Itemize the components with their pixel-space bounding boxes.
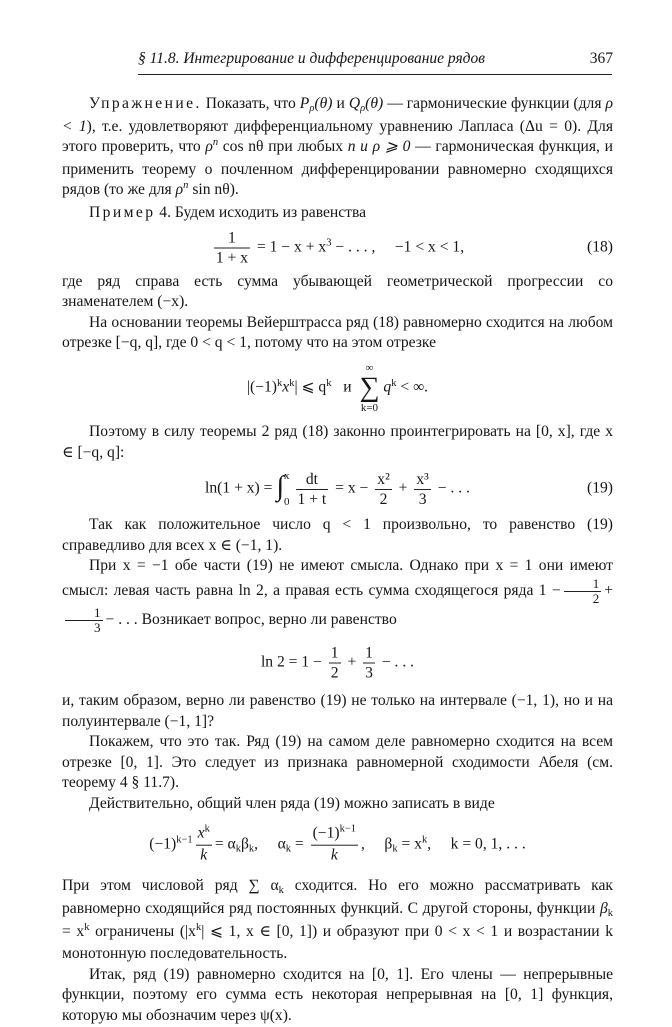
text-paragraph: Действительно, общий член ряда (19) можно записать в виде xyxy=(89,794,495,812)
equation-18: $\frac{1}{1 + x}$ = $1 - x + x^3$ − . . . , −1 < x < 1, (18) xyxy=(215,229,613,267)
text-paragraph: Поэтому в силу теоремы 2 ряд (18) законно проинтегрировать на [0, x], где x ∈ [−q, q]: xyxy=(62,422,613,461)
text-paragraph: Покажем, что это так. Ряд (19) на самом деле равномерно сходится на всем отрезке [0, 1]. Это следует из признака равномерной сходимости Абеля (см. теорему 4 § 11.7). xyxy=(62,733,613,792)
equation-ln2: ln 2 = 1 − $\frac{1}{2}$ + $\frac{1}{3}$ − . . . xyxy=(260,644,415,682)
equation-abel: $(-1)^{k-1}$ $\frac{x^k}{k} = \alpha_k\beta_k$, $\alpha_k$ = $\frac{(-1)^{k-1}}{k}$ , $\beta_k = x^k$, k = 0, 1, . . . xyxy=(149,824,526,865)
text-paragraph: При x = −1 обе части (19) не имеют смысла. Однако при x = 1 они имеют смысл: левая часть равна ln 2, а правая есть сумма сходящегося ряда 1 − $\frac{1}{2}$ + $\frac{1}{3}$ − . . . Возникает вопрос, верно ли равенство xyxy=(62,557,613,635)
example-paragraph: Пример 4. Будем исходить из равенства xyxy=(89,203,367,221)
running-header xyxy=(138,50,613,74)
text-paragraph: и, таким образом, верно ли равенство (19) не только на интервале (−1, 1), но и на полуинтервале (−1, 1]? xyxy=(62,691,613,730)
exercise-paragraph: Упражнение. Показать, что $P_\rho(\theta)$ и $Q_\rho(\theta)$ — гармонические функции (для ρ < 1), т.е. удовлетворяют дифференциальному уравнению Лапласа (Δu = 0). Для этого проверить, что $\rho^n$ cos nθ при любых n и ρ ⩾ 0 — гармоническая функция, и применить теорему о почленном дифференцировании равномерно сходящихся рядов (то же для $\rho^n$ sin nθ). xyxy=(62,95,614,199)
equation-19: ln(1 + x) = ∫ x 0 $\frac{dt}{1 + t}$ = x − $\frac{\text{x²}}{2}$ + $\frac{\text{x³}}{3}$ − . . . (19) xyxy=(205,470,613,509)
text-paragraph: На основании теоремы Вейерштрасса ряд (18) равномерно сходится на любом отрезке [−q, q], где 0 < q < 1, потому что на этом отрезке xyxy=(62,313,613,352)
text-paragraph: Так как положительное число q < 1 произвольно, то равенство (19) справедливо для всех x ∈ (−1, 1). xyxy=(62,516,613,554)
inequality: $|(-1)^kx^k|$ ⩽ $q^k$ и ∞ ∑ k=0 $q^k$ < ∞. xyxy=(246,361,429,414)
page-number: 367 xyxy=(589,50,613,67)
equation-label: (18) xyxy=(587,238,613,256)
text-paragraph: Итак, ряд (19) равномерно сходится на [0, 1]. Его члены — непрерывные функции, поэтому его сумма есть некоторая непрерывная на [0, 1] функция, которую мы обозначим через ψ(x). xyxy=(62,965,613,1025)
text-paragraph: При этом числовой ряд ∑ $\alpha_k$ сходится. Но его можно рассматривать как равномерно сходящийся ряд постоянных функций. С другой стороны, функции $\beta_k = x^k$ ограничены ($|x^k|$ ⩽ 1, x ∈ [0, 1]) и образуют при 0 < x < 1 и возрастании k монотонную последовательность. xyxy=(62,877,613,963)
header-rule xyxy=(138,74,612,75)
text-paragraph: где ряд справа есть сумма убывающей геометрической прогрессии со знаменателем (−x). xyxy=(62,272,613,311)
equation-label: (19) xyxy=(587,479,613,497)
page-body xyxy=(62,94,613,1027)
section-title: § 11.8. Интегрирование и дифференцирование рядов xyxy=(138,50,485,67)
